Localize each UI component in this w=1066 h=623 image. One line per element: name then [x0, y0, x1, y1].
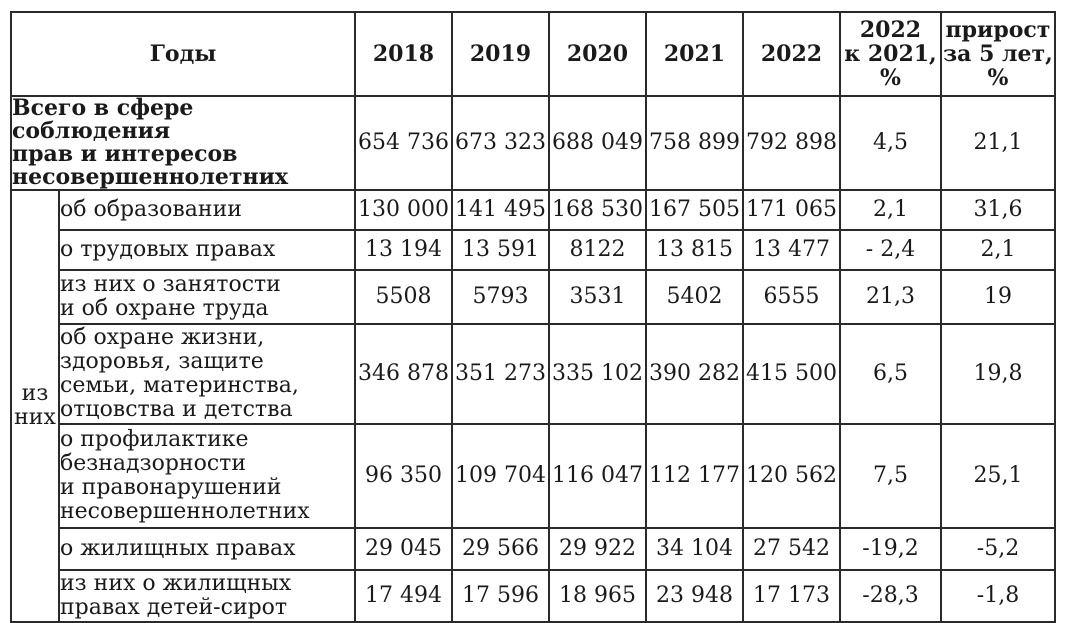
table-cell: 17 596	[452, 570, 549, 622]
table-row	[11, 230, 1055, 270]
label-line: прав и интересов	[12, 141, 238, 167]
label-line: несовершеннолетних	[12, 164, 289, 190]
table-cell: 29 045	[355, 528, 452, 570]
table-row	[11, 424, 1055, 528]
year-header-2019: 2019	[452, 12, 549, 96]
table-cell: 758 899	[646, 96, 743, 190]
label-line: об образовании	[60, 197, 242, 222]
table-cell: 6555	[743, 270, 840, 324]
change-cell: 6,5	[840, 324, 941, 424]
year-header-2022: 2022	[743, 12, 840, 96]
table-cell: 688 049	[549, 96, 646, 190]
label-line: правах детей-сирот	[60, 595, 288, 620]
side-label-line: из	[21, 381, 49, 406]
table-cell: 5402	[646, 270, 743, 324]
table-cell: 168 530	[549, 190, 646, 230]
table-cell: 673 323	[452, 96, 549, 190]
table-cell: 27 542	[743, 528, 840, 570]
table-cell: 17 173	[743, 570, 840, 622]
table-cell: 29 922	[549, 528, 646, 570]
row-label	[59, 424, 355, 528]
year-header-2018: 2018	[355, 12, 452, 96]
label-line: несовершеннолетних	[60, 499, 310, 524]
table-cell: 18 965	[549, 570, 646, 622]
side-label	[11, 190, 59, 622]
table-cell: 792 898	[743, 96, 840, 190]
growth-header-line: %	[987, 65, 1009, 91]
label-line: из них о занятости	[60, 272, 281, 297]
change-header-line: 2022	[859, 17, 922, 43]
label-line: отцовства и детства	[60, 397, 293, 422]
label-line: о трудовых правах	[60, 237, 276, 262]
total-row-label	[11, 96, 355, 190]
table-cell: 5793	[452, 270, 549, 324]
table-cell: 13 591	[452, 230, 549, 270]
label-line: и об охране труда	[60, 296, 269, 321]
label-line: из них о жилищных	[60, 571, 292, 596]
growth-cell: 25,1	[941, 424, 1055, 528]
table-cell: 109 704	[452, 424, 549, 528]
change-cell: 7,5	[840, 424, 941, 528]
change-cell: -28,3	[840, 570, 941, 622]
change-cell: 4,5	[840, 96, 941, 190]
row-label	[59, 528, 355, 570]
growth-cell: 19,8	[941, 324, 1055, 424]
table-cell: 335 102	[549, 324, 646, 424]
table-cell: 167 505	[646, 190, 743, 230]
table-row	[11, 324, 1055, 424]
row-label	[59, 570, 355, 622]
table-cell: 17 494	[355, 570, 452, 622]
table-cell: 130 000	[355, 190, 452, 230]
year-header-2020: 2020	[549, 12, 646, 96]
row-label	[59, 324, 355, 424]
growth-header-line: прирост	[945, 17, 1051, 43]
growth-cell: 21,1	[941, 96, 1055, 190]
table-cell: 654 736	[355, 96, 452, 190]
side-label-line: них	[14, 405, 56, 430]
table-cell: 390 282	[646, 324, 743, 424]
table-cell: 5508	[355, 270, 452, 324]
row-label	[59, 190, 355, 230]
label-line: безнадзорности	[60, 451, 246, 476]
change-cell: -19,2	[840, 528, 941, 570]
label-line: Всего в сфере соблюдения	[12, 95, 194, 144]
row-label	[59, 230, 355, 270]
table-cell: 34 104	[646, 528, 743, 570]
label-line: о профилактике	[60, 427, 249, 452]
table-cell: 120 562	[743, 424, 840, 528]
growth-header-line: за 5 лет,	[943, 41, 1053, 67]
table-row	[11, 570, 1055, 622]
years-header: Годы	[11, 12, 355, 96]
table-cell: 13 477	[743, 230, 840, 270]
change-header-line: %	[880, 65, 901, 91]
table-cell: 29 566	[452, 528, 549, 570]
statistics-table	[10, 11, 1056, 623]
table-row	[11, 528, 1055, 570]
table-row	[11, 270, 1055, 324]
change-header-line: к 2021,	[844, 41, 937, 67]
row-label	[59, 270, 355, 324]
growth-cell: -1,8	[941, 570, 1055, 622]
label-line: здоровья, защите	[60, 349, 264, 374]
table-cell: 116 047	[549, 424, 646, 528]
table-cell: 415 500	[743, 324, 840, 424]
total-row	[11, 96, 1055, 190]
table-cell: 8122	[549, 230, 646, 270]
year-header-2021: 2021	[646, 12, 743, 96]
table-cell: 3531	[549, 270, 646, 324]
table-cell: 96 350	[355, 424, 452, 528]
header-row	[11, 12, 1055, 96]
change-cell: 21,3	[840, 270, 941, 324]
growth-cell: 19	[941, 270, 1055, 324]
growth-cell: -5,2	[941, 528, 1055, 570]
table-cell: 141 495	[452, 190, 549, 230]
change-header	[840, 12, 941, 96]
table-cell: 171 065	[743, 190, 840, 230]
growth-cell: 31,6	[941, 190, 1055, 230]
table-cell: 346 878	[355, 324, 452, 424]
change-cell: - 2,4	[840, 230, 941, 270]
table-cell: 13 194	[355, 230, 452, 270]
table-row	[11, 190, 1055, 230]
label-line: и правонарушений	[60, 475, 282, 500]
table-cell: 112 177	[646, 424, 743, 528]
table-cell: 351 273	[452, 324, 549, 424]
label-line: семьи, материнства,	[60, 373, 299, 398]
growth-header	[941, 12, 1055, 96]
table-cell: 13 815	[646, 230, 743, 270]
growth-cell: 2,1	[941, 230, 1055, 270]
change-cell: 2,1	[840, 190, 941, 230]
label-line: о жилищных правах	[60, 536, 296, 561]
table-cell: 23 948	[646, 570, 743, 622]
label-line: об охране жизни,	[60, 325, 265, 350]
